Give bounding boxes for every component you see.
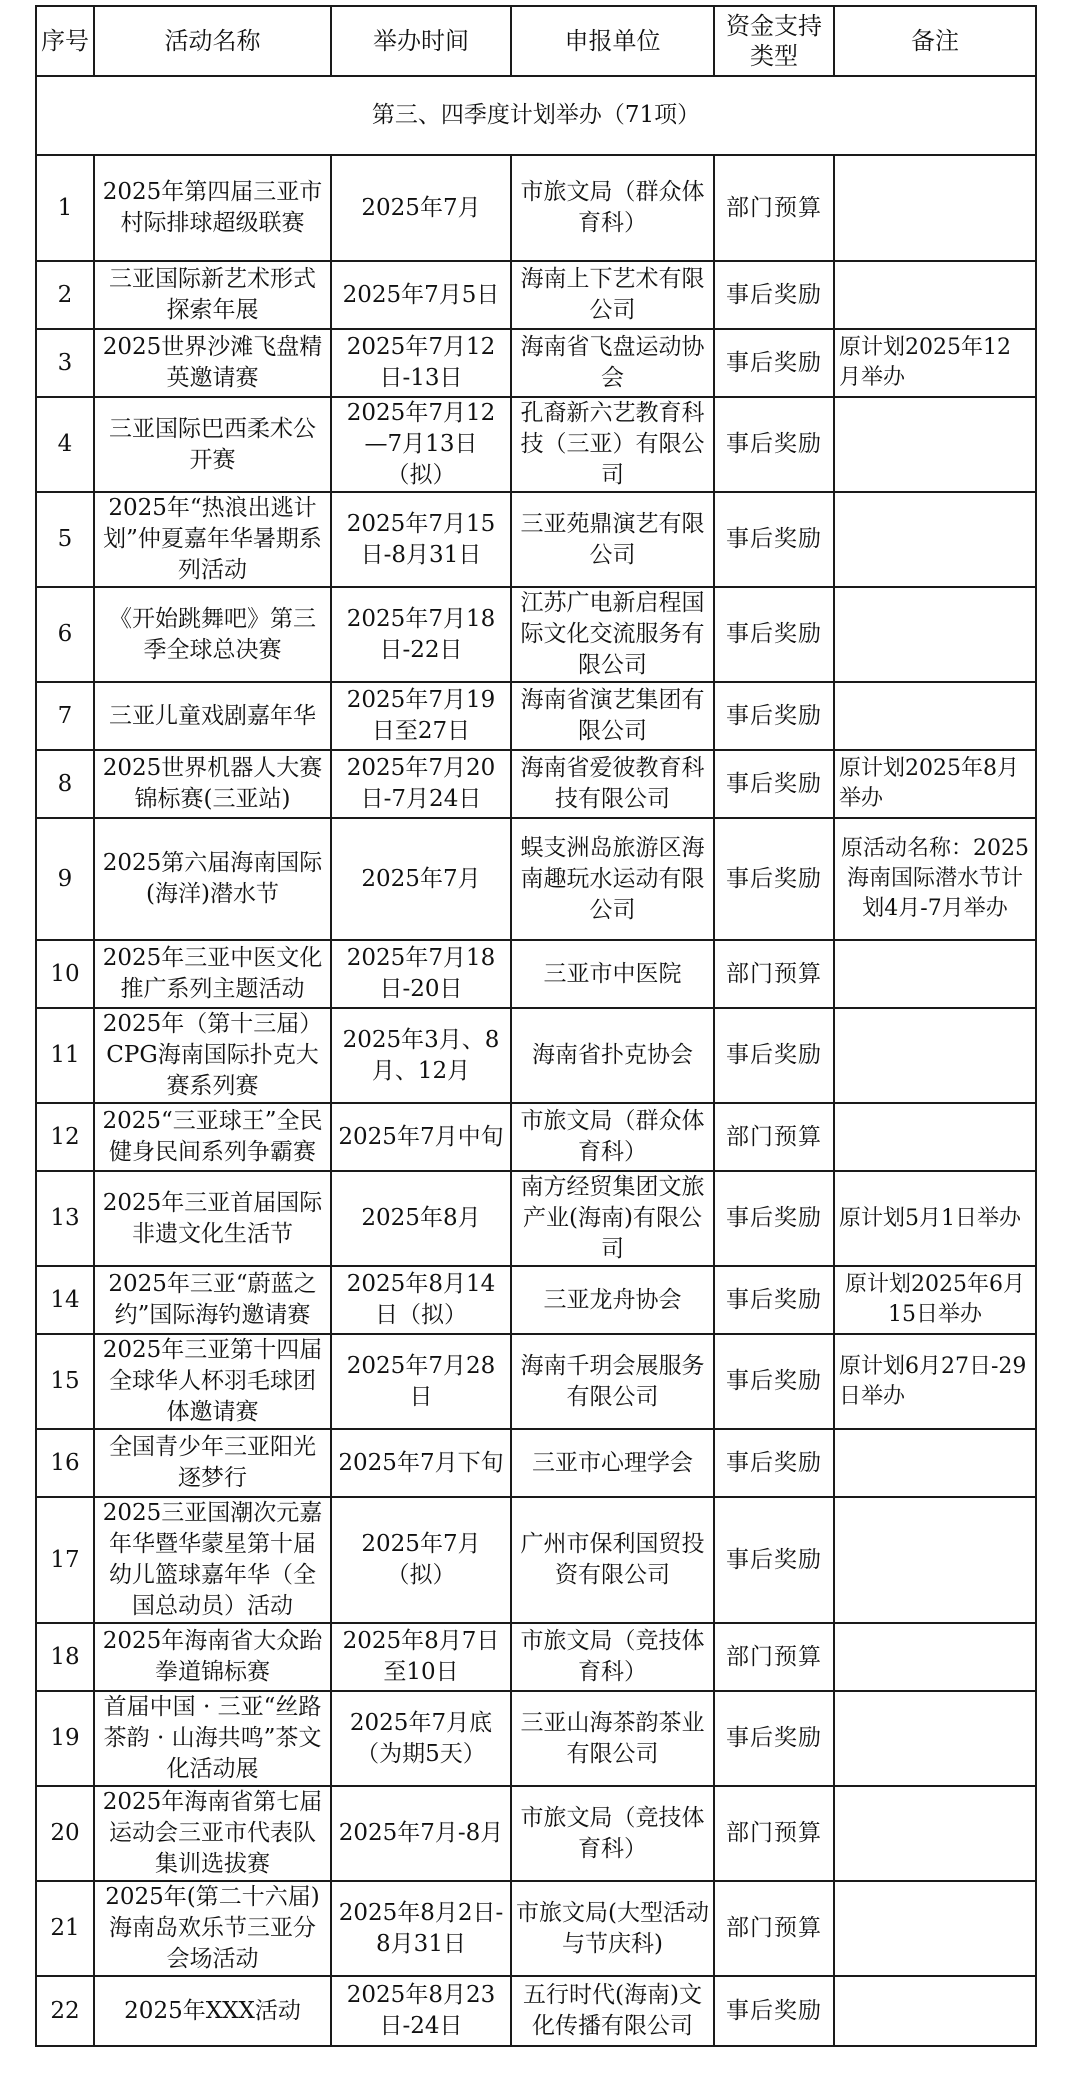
cell-unit: 海南上下艺术有限公司 [511, 261, 714, 329]
cell-seq: 12 [36, 1103, 94, 1171]
cell-time: 2025年8月14日（拟） [331, 1266, 511, 1334]
cell-seq: 1 [36, 155, 94, 261]
cell-unit: 三亚市心理学会 [511, 1429, 714, 1497]
cell-fund-type: 部门预算 [714, 1881, 834, 1976]
header-note: 备注 [834, 6, 1036, 76]
section-title: 第三、四季度计划举办（71项） [36, 76, 1036, 155]
cell-activity-name: 2025年三亚中医文化推广系列主题活动 [94, 940, 331, 1008]
cell-fund-type: 部门预算 [714, 155, 834, 261]
table-row [36, 1334, 1036, 1429]
cell-note: 原计划2025年12月举办 [834, 329, 1036, 397]
cell-seq: 22 [36, 1976, 94, 2046]
cell-unit: 海南省飞盘运动协会 [511, 329, 714, 397]
cell-time: 2025年7月12日-13日 [331, 329, 511, 397]
cell-seq: 13 [36, 1171, 94, 1266]
header-name: 活动名称 [94, 6, 331, 76]
cell-time: 2025年7月20日-7月24日 [331, 750, 511, 818]
cell-time: 2025年7月5日 [331, 261, 511, 329]
table-row [36, 682, 1036, 750]
cell-activity-name: 首届中国 · 三亚“丝路茶韵 · 山海共鸣”茶文化活动展 [94, 1691, 331, 1786]
cell-activity-name: 2025年三亚首届国际非遗文化生活节 [94, 1171, 331, 1266]
cell-unit: 三亚苑鼎演艺有限公司 [511, 492, 714, 587]
cell-seq: 9 [36, 818, 94, 940]
cell-seq: 15 [36, 1334, 94, 1429]
cell-note [834, 155, 1036, 261]
cell-activity-name: 2025年“热浪出逃计划”仲夏嘉年华暑期系列活动 [94, 492, 331, 587]
cell-seq: 18 [36, 1623, 94, 1691]
cell-unit: 海南省扑克协会 [511, 1008, 714, 1103]
cell-fund-type: 事后奖励 [714, 1008, 834, 1103]
cell-activity-name: 2025年三亚“蔚蓝之约”国际海钓邀请赛 [94, 1266, 331, 1334]
cell-time: 2025年8月7日至10日 [331, 1623, 511, 1691]
cell-seq: 10 [36, 940, 94, 1008]
cell-activity-name: 2025世界沙滩飞盘精英邀请赛 [94, 329, 331, 397]
cell-fund-type: 部门预算 [714, 1623, 834, 1691]
cell-fund-type: 事后奖励 [714, 329, 834, 397]
cell-note [834, 587, 1036, 682]
cell-unit: 五行时代(海南)文化传播有限公司 [511, 1976, 714, 2046]
cell-unit: 蜈支洲岛旅游区海南趣玩水运动有限公司 [511, 818, 714, 940]
cell-activity-name: 2025“三亚球王”全民健身民间系列争霸赛 [94, 1103, 331, 1171]
table-row [36, 1691, 1036, 1786]
table-row [36, 750, 1036, 818]
table-row [36, 1266, 1036, 1334]
cell-fund-type: 事后奖励 [714, 1429, 834, 1497]
header-seq: 序号 [36, 6, 94, 76]
cell-activity-name: 三亚国际新艺术形式探索年展 [94, 261, 331, 329]
cell-fund-type: 事后奖励 [714, 1334, 834, 1429]
header-unit: 申报单位 [511, 6, 714, 76]
cell-unit: 江苏广电新启程国际文化交流服务有限公司 [511, 587, 714, 682]
activity-table-container [35, 5, 1035, 2047]
table-row [36, 1881, 1036, 1976]
cell-note [834, 1881, 1036, 1976]
cell-seq: 2 [36, 261, 94, 329]
cell-time: 2025年7月28日 [331, 1334, 511, 1429]
cell-note: 原活动名称：2025海南国际潜水节计划4月-7月举办 [834, 818, 1036, 940]
cell-seq: 7 [36, 682, 94, 750]
cell-note [834, 1623, 1036, 1691]
cell-time: 2025年7月中旬 [331, 1103, 511, 1171]
cell-seq: 19 [36, 1691, 94, 1786]
cell-activity-name: 2025第六届海南国际(海洋)潜水节 [94, 818, 331, 940]
cell-unit: 海南省演艺集团有限公司 [511, 682, 714, 750]
table-row [36, 940, 1036, 1008]
cell-unit: 孔裔新六艺教育科技（三亚）有限公司 [511, 397, 714, 492]
cell-activity-name: 2025年海南省第七届运动会三亚市代表队集训选拔赛 [94, 1786, 331, 1881]
cell-time: 2025年8月 [331, 1171, 511, 1266]
cell-note: 原计划2025年8月举办 [834, 750, 1036, 818]
cell-fund-type: 事后奖励 [714, 1266, 834, 1334]
cell-unit: 市旅文局（竞技体育科） [511, 1623, 714, 1691]
table-row [36, 1497, 1036, 1623]
cell-note: 原计划6月27日-29日举办 [834, 1334, 1036, 1429]
cell-seq: 17 [36, 1497, 94, 1623]
header-fund: 资金支持类型 [714, 6, 834, 76]
table-row [36, 1786, 1036, 1881]
table-row [36, 492, 1036, 587]
cell-time: 2025年7月12—7月13日（拟） [331, 397, 511, 492]
cell-note [834, 397, 1036, 492]
cell-fund-type: 事后奖励 [714, 1976, 834, 2046]
header-time: 举办时间 [331, 6, 511, 76]
cell-seq: 16 [36, 1429, 94, 1497]
cell-fund-type: 部门预算 [714, 940, 834, 1008]
cell-seq: 4 [36, 397, 94, 492]
cell-note [834, 1976, 1036, 2046]
cell-unit: 市旅文局（群众体育科） [511, 155, 714, 261]
cell-activity-name: 2025年XXX活动 [94, 1976, 331, 2046]
cell-seq: 14 [36, 1266, 94, 1334]
table-row [36, 1976, 1036, 2046]
cell-note: 原计划2025年6月15日举办 [834, 1266, 1036, 1334]
cell-activity-name: 2025年三亚第十四届全球华人杯羽毛球团体邀请赛 [94, 1334, 331, 1429]
cell-seq: 11 [36, 1008, 94, 1103]
cell-seq: 5 [36, 492, 94, 587]
cell-note [834, 1103, 1036, 1171]
cell-fund-type: 事后奖励 [714, 682, 834, 750]
cell-time: 2025年8月2日-8月31日 [331, 1881, 511, 1976]
cell-time: 2025年7月19日至27日 [331, 682, 511, 750]
cell-fund-type: 事后奖励 [714, 587, 834, 682]
cell-unit: 南方经贸集团文旅产业(海南)有限公司 [511, 1171, 714, 1266]
table-row [36, 329, 1036, 397]
cell-unit: 广州市保利国贸投资有限公司 [511, 1497, 714, 1623]
cell-fund-type: 事后奖励 [714, 818, 834, 940]
cell-time: 2025年7月下旬 [331, 1429, 511, 1497]
cell-seq: 20 [36, 1786, 94, 1881]
cell-fund-type: 部门预算 [714, 1103, 834, 1171]
cell-seq: 6 [36, 587, 94, 682]
cell-activity-name: 三亚儿童戏剧嘉年华 [94, 682, 331, 750]
cell-time: 2025年7月底（为期5天） [331, 1691, 511, 1786]
cell-seq: 8 [36, 750, 94, 818]
cell-fund-type: 事后奖励 [714, 1691, 834, 1786]
cell-unit: 市旅文局（竞技体育科） [511, 1786, 714, 1881]
cell-fund-type: 事后奖励 [714, 397, 834, 492]
table-row [36, 1171, 1036, 1266]
cell-note [834, 1691, 1036, 1786]
cell-activity-name: 2025年第四届三亚市村际排球超级联赛 [94, 155, 331, 261]
table-row [36, 1008, 1036, 1103]
cell-time: 2025年7月 [331, 818, 511, 940]
cell-unit: 三亚山海茶韵茶业有限公司 [511, 1691, 714, 1786]
cell-note: 原计划5月1日举办 [834, 1171, 1036, 1266]
cell-unit: 市旅文局（群众体育科） [511, 1103, 714, 1171]
cell-fund-type: 部门预算 [714, 1786, 834, 1881]
cell-activity-name: 2025年海南省大众跆拳道锦标赛 [94, 1623, 331, 1691]
cell-seq: 21 [36, 1881, 94, 1976]
cell-time: 2025年7月15日-8月31日 [331, 492, 511, 587]
cell-fund-type: 事后奖励 [714, 750, 834, 818]
cell-time: 2025年7月 [331, 155, 511, 261]
section-row [36, 76, 1036, 155]
cell-unit: 三亚龙舟协会 [511, 1266, 714, 1334]
cell-note [834, 1786, 1036, 1881]
cell-activity-name: 2025三亚国潮次元嘉年华暨华蒙星第十届幼儿篮球嘉年华（全国总动员）活动 [94, 1497, 331, 1623]
cell-time: 2025年7月18日-22日 [331, 587, 511, 682]
table-row [36, 397, 1036, 492]
cell-unit: 三亚市中医院 [511, 940, 714, 1008]
cell-note [834, 1429, 1036, 1497]
cell-fund-type: 事后奖励 [714, 492, 834, 587]
activity-table [35, 5, 1037, 2047]
table-row [36, 818, 1036, 940]
cell-time: 2025年8月23日-24日 [331, 1976, 511, 2046]
cell-seq: 3 [36, 329, 94, 397]
cell-note [834, 940, 1036, 1008]
cell-note [834, 261, 1036, 329]
table-row [36, 587, 1036, 682]
cell-time: 2025年3月、8月、12月 [331, 1008, 511, 1103]
cell-note [834, 1008, 1036, 1103]
cell-unit: 市旅文局(大型活动与节庆科) [511, 1881, 714, 1976]
cell-unit: 海南千玥会展服务有限公司 [511, 1334, 714, 1429]
table-row [36, 1429, 1036, 1497]
cell-time: 2025年7月18日-20日 [331, 940, 511, 1008]
cell-unit: 海南省爱彼教育科技有限公司 [511, 750, 714, 818]
table-row [36, 1623, 1036, 1691]
cell-activity-name: 三亚国际巴西柔术公开赛 [94, 397, 331, 492]
header-row [36, 6, 1036, 76]
cell-time: 2025年7月-8月 [331, 1786, 511, 1881]
cell-note [834, 682, 1036, 750]
cell-fund-type: 事后奖励 [714, 1171, 834, 1266]
cell-note [834, 1497, 1036, 1623]
cell-fund-type: 事后奖励 [714, 1497, 834, 1623]
table-row [36, 155, 1036, 261]
cell-activity-name: 2025年(第二十六届)海南岛欢乐节三亚分会场活动 [94, 1881, 331, 1976]
table-row [36, 261, 1036, 329]
cell-note [834, 492, 1036, 587]
cell-time: 2025年7月（拟） [331, 1497, 511, 1623]
cell-activity-name: 《开始跳舞吧》第三季全球总决赛 [94, 587, 331, 682]
cell-activity-name: 2025年（第十三届）CPG海南国际扑克大赛系列赛 [94, 1008, 331, 1103]
table-row [36, 1103, 1036, 1171]
cell-activity-name: 全国青少年三亚阳光逐梦行 [94, 1429, 331, 1497]
cell-fund-type: 事后奖励 [714, 261, 834, 329]
cell-activity-name: 2025世界机器人大赛锦标赛(三亚站) [94, 750, 331, 818]
